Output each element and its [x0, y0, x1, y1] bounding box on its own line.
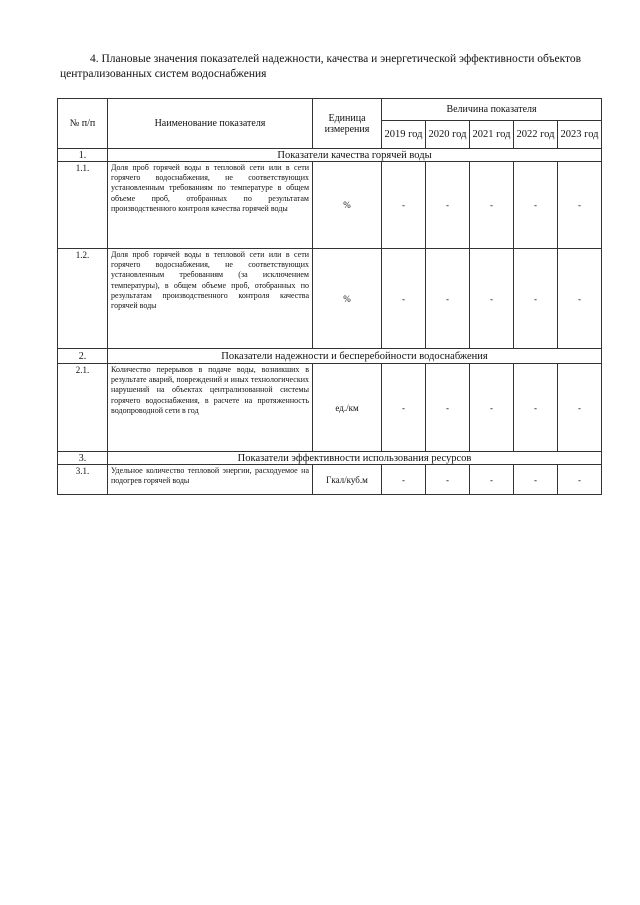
- table-row: [58, 364, 602, 452]
- row-value-2019: -: [382, 465, 426, 495]
- header-year-2021: 2021 год: [470, 121, 514, 149]
- section-title: Показатели эффективности использования ресурсов: [108, 452, 602, 465]
- section-num: 1.: [58, 149, 108, 162]
- row-value-2022: -: [514, 162, 558, 249]
- section-row: [58, 149, 602, 162]
- header-year-2023: 2023 год: [558, 121, 602, 149]
- header-year-2020: 2020 год: [426, 121, 470, 149]
- table-row: [58, 162, 602, 249]
- row-value-2023: -: [558, 465, 602, 495]
- row-value-2020: -: [426, 249, 470, 349]
- header-num: № п/п: [58, 99, 108, 149]
- header-year-2022: 2022 год: [514, 121, 558, 149]
- row-unit: ед./км: [313, 364, 382, 452]
- row-value-2022: -: [514, 249, 558, 349]
- section-title: Показатели надежности и бесперебойности водоснабжения: [108, 349, 602, 364]
- row-name: Удельное количество тепловой энергии, расходуемое на подогрев горячей воды: [108, 465, 313, 495]
- section-heading: [60, 52, 600, 82]
- row-num: 1.2.: [58, 249, 108, 349]
- row-num: 2.1.: [58, 364, 108, 452]
- row-value-2021: -: [470, 249, 514, 349]
- row-value-2022: -: [514, 465, 558, 495]
- row-value-2023: -: [558, 162, 602, 249]
- row-value-2020: -: [426, 364, 470, 452]
- section-row: [58, 349, 602, 364]
- row-value-2019: -: [382, 249, 426, 349]
- table-row: [58, 465, 602, 495]
- row-num: 3.1.: [58, 465, 108, 495]
- section-row: [58, 452, 602, 465]
- section-num: 3.: [58, 452, 108, 465]
- row-value-2021: -: [470, 364, 514, 452]
- row-name: Доля проб горячей воды в тепловой сети или в сети горячего водоснабжения, не соответствующих установленным требованиям (за исключением температуры), в общем объеме проб, отобранных по результатам производственного контроля качества горячей воды: [108, 249, 313, 349]
- table-header-row: [58, 99, 602, 121]
- section-heading-text: 4. Плановые значения показателей надежности, качества и энергетической эффективности объектов централизованных систем водоснабжения: [60, 53, 582, 80]
- row-name: Количество перерывов в подаче воды, возникших в результате аварий, повреждений и иных технологических нарушений на объектах централизованной системы горячего водоснабжения, в расчете на протяженность водопроводной сети в год: [108, 364, 313, 452]
- row-value-2020: -: [426, 465, 470, 495]
- section-num: 2.: [58, 349, 108, 364]
- row-num: 1.1.: [58, 162, 108, 249]
- row-value-2023: -: [558, 364, 602, 452]
- header-value-group: Величина показателя: [382, 99, 602, 121]
- row-value-2022: -: [514, 364, 558, 452]
- indicators-table: [57, 98, 602, 495]
- row-value-2020: -: [426, 162, 470, 249]
- table-row: [58, 249, 602, 349]
- row-value-2023: -: [558, 249, 602, 349]
- row-unit: Гкал/куб.м: [313, 465, 382, 495]
- row-unit: %: [313, 249, 382, 349]
- row-name: Доля проб горячей воды в тепловой сети или в сети горячего водоснабжения, не соответствующих установленным требованиям по температуре в общем объеме проб, отобранных по результатам производственного контроля качества горячей воды: [108, 162, 313, 249]
- header-year-2019: 2019 год: [382, 121, 426, 149]
- row-value-2021: -: [470, 465, 514, 495]
- row-value-2021: -: [470, 162, 514, 249]
- header-name: Наименование показателя: [108, 99, 313, 149]
- row-unit: %: [313, 162, 382, 249]
- row-value-2019: -: [382, 162, 426, 249]
- section-title: Показатели качества горячей воды: [108, 149, 602, 162]
- header-unit: Единица измерения: [313, 99, 382, 149]
- row-value-2019: -: [382, 364, 426, 452]
